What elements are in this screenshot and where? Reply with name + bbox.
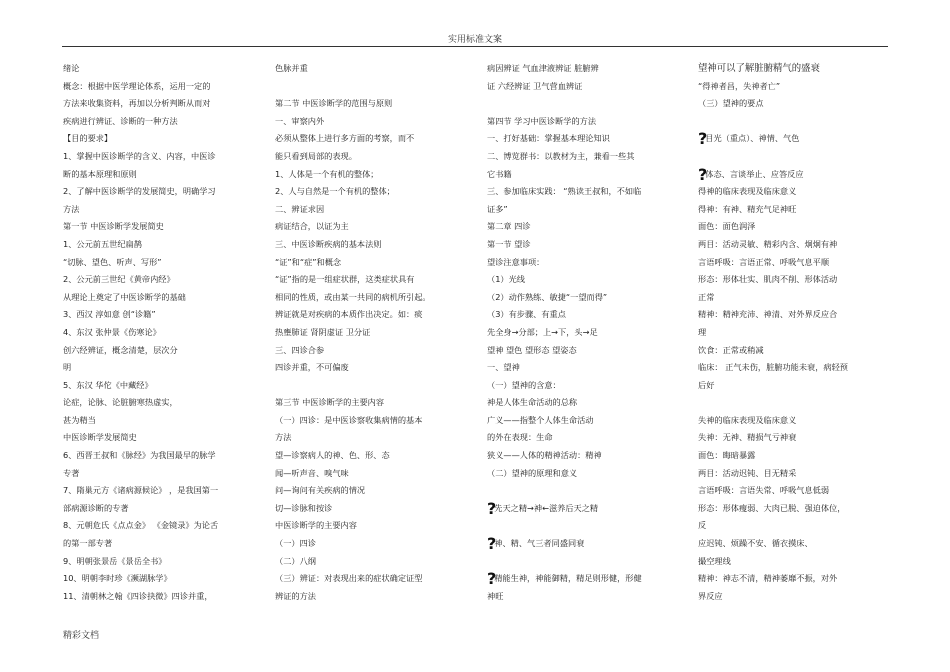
- text-line: [275, 130, 465, 148]
- line-text: 广义——指整个人体生命活动: [487, 414, 594, 425]
- text-line: [698, 78, 888, 96]
- text-line: [63, 166, 253, 184]
- line-text: “得神者昌，失神者亡”: [698, 80, 781, 91]
- line-text: 闻—听声音、嗅气味: [275, 467, 349, 478]
- text-line: [63, 447, 253, 465]
- text-line: [487, 166, 682, 184]
- line-text: “切脉、望色、听声、写形”: [63, 256, 162, 267]
- column-2: [275, 60, 465, 605]
- line-text: 后好: [698, 379, 715, 390]
- line-text: “证”和“症”和概念: [275, 256, 342, 267]
- line-text: 2、公元前三世纪《黄帝内经》: [63, 274, 175, 285]
- text-line: [698, 465, 888, 483]
- text-line: [63, 271, 253, 289]
- text-line: [698, 306, 888, 324]
- line-text: 第一节 望诊: [487, 238, 531, 249]
- line-text: 一、审察内外: [275, 115, 325, 126]
- line-text: 望诊注意事项：: [487, 256, 545, 267]
- line-text: 部病源诊断的专著: [63, 502, 129, 513]
- column-3: [487, 60, 682, 605]
- text-line: [487, 271, 682, 289]
- text-line: [698, 60, 888, 78]
- text-line: [275, 535, 465, 553]
- line-text: 病因辨证 气血津液辨证 脏腑辨: [487, 63, 599, 73]
- text-line: [275, 359, 465, 377]
- text-line: [63, 570, 253, 588]
- text-line: [275, 447, 465, 465]
- line-text: 8、元朝危氏《点点金》 《金镜录》为论舌: [63, 520, 219, 531]
- text-line: [275, 465, 465, 483]
- line-text: 体态、言谈举止、应答反应: [705, 168, 804, 179]
- line-text: 疾病进行辨证、诊断的一种方法: [63, 115, 178, 126]
- line-text: 第二章 四诊: [487, 221, 531, 232]
- line-text: 三、四诊合参: [275, 344, 325, 355]
- line-text: 得神的临床表现及临床意义: [698, 186, 797, 197]
- line-text: 第一节 中医诊断学发展简史: [63, 221, 164, 232]
- line-text: 专著: [63, 467, 80, 478]
- text-line: [698, 412, 888, 430]
- text-line: [63, 342, 253, 360]
- text-line: [63, 359, 253, 377]
- line-text: 甚为精当: [63, 414, 96, 425]
- line-text: 必须从整体上进行多方面的考察，而不: [275, 133, 415, 144]
- text-line: [487, 236, 682, 254]
- text-line: [275, 394, 465, 412]
- text-line: [487, 95, 682, 113]
- missing-glyph-icon: ?: [487, 569, 497, 589]
- line-text: （二）望神的原理和意义: [487, 467, 578, 478]
- line-text: 方法来收集资料，再加以分析判断从而对: [63, 98, 211, 109]
- line-text: （三）望神的要点: [698, 98, 764, 109]
- text-line: [63, 306, 253, 324]
- line-text: 证多”: [487, 203, 508, 214]
- text-line: [63, 201, 253, 219]
- text-line: [275, 324, 465, 342]
- line-text: 绪论: [63, 63, 80, 73]
- text-line: [63, 289, 253, 307]
- line-text: （1）光线: [487, 274, 525, 285]
- text-line: [275, 588, 465, 606]
- text-line: [487, 359, 682, 377]
- line-text: 问—询问有关疾病的情况: [275, 485, 366, 496]
- text-line: [698, 535, 888, 553]
- text-line: [698, 324, 888, 342]
- text-line: [63, 113, 253, 131]
- page-header: 实用标准文案: [447, 35, 502, 45]
- text-line: [487, 447, 682, 465]
- line-text: 狭义——人体的精神活动：精神: [487, 450, 602, 461]
- text-line: [487, 412, 682, 430]
- text-line: [275, 271, 465, 289]
- line-text: 应迟钝、烦躁不安、循衣摸床、: [698, 538, 813, 549]
- line-text: 色脉并重: [275, 63, 308, 73]
- line-text: 第三节 中医诊断学的主要内容: [275, 397, 385, 408]
- line-text: （一）四诊: [275, 538, 316, 549]
- line-text: 面色：面色润泽: [698, 221, 756, 232]
- line-text: 辨证的方法: [275, 590, 316, 601]
- line-text: 的外在表现：生命: [487, 432, 553, 443]
- text-line: [275, 236, 465, 254]
- line-text: 2、了解中医诊断学的发展简史，明确学习: [63, 186, 216, 197]
- line-text: 二、博览群书：以教材为主，兼看一些其: [487, 150, 635, 161]
- text-line: [275, 342, 465, 360]
- text-line: [698, 201, 888, 219]
- line-text: 神、精、气三者同盛同衰: [494, 538, 585, 549]
- line-text: （三）辨证：对表现出来的症状确定证型: [275, 573, 423, 584]
- text-line: [275, 95, 465, 113]
- text-line: [698, 183, 888, 201]
- text-line: [487, 78, 682, 96]
- text-line: [275, 60, 465, 78]
- line-text: 4、东汉 张仲景《伤寒论》: [63, 326, 161, 337]
- text-line: [275, 570, 465, 588]
- missing-glyph-icon: ?: [698, 129, 708, 149]
- line-text: “证”指的是一组症状群，这类症状具有: [275, 274, 415, 285]
- text-line: [487, 201, 682, 219]
- text-line: [275, 148, 465, 166]
- text-line: [487, 429, 682, 447]
- text-line: [698, 113, 888, 131]
- text-line: [698, 218, 888, 236]
- text-line: [275, 553, 465, 571]
- text-line: [698, 588, 888, 606]
- text-line: [487, 342, 682, 360]
- text-line: [63, 324, 253, 342]
- text-line: [275, 412, 465, 430]
- line-text: 形态：形体壮实、肌肉不削、形体活动: [698, 274, 838, 285]
- line-text: 言语呼吸：言语正常、呼吸气息平顺: [698, 256, 830, 267]
- text-line: [275, 183, 465, 201]
- text-line: [63, 553, 253, 571]
- text-line: [698, 570, 888, 588]
- text-line: [63, 183, 253, 201]
- line-text: 3、西汉 淳如意 创“诊籍”: [63, 309, 156, 320]
- text-line: [275, 517, 465, 535]
- text-line: [63, 588, 253, 606]
- line-text: 精能生神，神能御精，精足则形健，形健: [494, 573, 642, 584]
- line-text: 第四节 学习中医诊断学的方法: [487, 115, 597, 126]
- line-text: 望神 望色 望形态 望姿态: [487, 344, 577, 355]
- text-line: [487, 500, 682, 518]
- line-text: 中医诊断学发展简史: [63, 432, 137, 443]
- text-line: [275, 254, 465, 272]
- text-line: [698, 500, 888, 518]
- line-text: 精神：精神充沛、神清、对外界反应合: [698, 309, 838, 320]
- line-text: 神是人体生命活动的总称: [487, 397, 578, 408]
- line-text: 饮食：正常或稍减: [698, 344, 764, 355]
- missing-glyph-icon: ?: [487, 498, 497, 518]
- line-text: 9、明朝张景岳《景岳全书》: [63, 555, 167, 566]
- line-text: 三、中医诊断疾病的基本法则: [275, 238, 382, 249]
- line-text: 切—诊脉和按诊: [275, 502, 333, 513]
- line-text: 望—诊察病人的神、色、形、态: [275, 450, 390, 461]
- text-line: [275, 218, 465, 236]
- line-text: 第二节 中医诊断学的范围与原则: [275, 98, 393, 109]
- text-line: [275, 166, 465, 184]
- text-line: [698, 359, 888, 377]
- text-line: [698, 553, 888, 571]
- line-text: 明: [63, 362, 72, 373]
- line-text: 证 六经辨证 卫气营血辨证: [487, 80, 583, 91]
- text-line: [63, 394, 253, 412]
- text-line: [487, 377, 682, 395]
- text-line: [487, 517, 682, 535]
- text-line: [487, 535, 682, 553]
- line-text: 一、望神: [487, 362, 520, 373]
- line-text: 的第一部专著: [63, 538, 113, 549]
- text-line: [698, 95, 888, 113]
- line-text: 11、清朝林之翰《四诊抉微》四诊并重，: [63, 590, 213, 601]
- text-line: [63, 412, 253, 430]
- text-line: [275, 201, 465, 219]
- text-line: [63, 148, 253, 166]
- text-line: [487, 183, 682, 201]
- text-line: [698, 289, 888, 307]
- line-text: 临床： 正气未伤，脏腑功能未衰，病轻预: [698, 362, 848, 373]
- line-text: 四诊并重，不可偏废: [275, 362, 349, 373]
- text-line: [698, 377, 888, 395]
- header-rule: [62, 46, 888, 47]
- line-text: （一）四诊：是中医诊察收集病情的基本: [275, 414, 423, 425]
- line-text: 两目：活动灵敏、精彩内含、炯炯有神: [698, 238, 838, 249]
- text-line: [487, 218, 682, 236]
- line-text: 正常: [698, 291, 715, 302]
- line-text: 7、隋巢元方《诸病源候论》 ，是我国第一: [63, 485, 219, 496]
- line-text: 理: [698, 326, 707, 337]
- line-text: 【目的要求】: [63, 133, 113, 144]
- text-line: [63, 517, 253, 535]
- page-footer: 精彩文档: [63, 631, 100, 641]
- text-line: [698, 271, 888, 289]
- line-text: 失神的临床表现及临床意义: [698, 414, 797, 425]
- line-text: 概念：根据中医学理论体系，运用一定的: [63, 80, 211, 91]
- text-line: [487, 482, 682, 500]
- text-line: [275, 429, 465, 447]
- line-text: 三、参加临床实践： “熟读王叔和，不如临: [487, 186, 642, 197]
- text-line: [63, 78, 253, 96]
- text-line: [63, 482, 253, 500]
- text-line: [275, 500, 465, 518]
- text-line: [63, 500, 253, 518]
- line-text: 2、人与自然是一个有机的整体；: [275, 186, 395, 197]
- text-line: [487, 324, 682, 342]
- line-text: 创六经辨证，概念清楚，层次分: [63, 344, 178, 355]
- text-line: [63, 218, 253, 236]
- line-text: 撮空理线: [698, 555, 731, 566]
- text-line: [275, 377, 465, 395]
- column-1: [63, 60, 253, 605]
- text-line: [275, 306, 465, 324]
- line-text: 望神可以了解脏腑精气的盛衰: [698, 63, 820, 74]
- line-text: 从理论上奠定了中医诊断学的基础: [63, 291, 186, 302]
- text-line: [63, 130, 253, 148]
- line-text: 先天之精→神←滋养后天之精: [494, 502, 599, 513]
- line-text: 热壅肺证 肾阴虚证 卫分证: [275, 326, 371, 337]
- line-text: 方法: [275, 432, 292, 443]
- line-text: 断的基本原理和原则: [63, 168, 137, 179]
- text-line: [487, 60, 682, 78]
- line-text: 失神：无神、精损气亏神衰: [698, 432, 797, 443]
- text-line: [275, 289, 465, 307]
- line-text: 形态：形体瘦弱、大肉已脱、强迫体位，: [698, 502, 846, 513]
- text-line: [63, 236, 253, 254]
- line-text: （一）望神的含意：: [487, 379, 561, 390]
- line-text: 6、西晋王叔和《脉经》为我国最早的脉学: [63, 450, 216, 461]
- text-line: [698, 482, 888, 500]
- text-line: [63, 95, 253, 113]
- text-line: [275, 482, 465, 500]
- line-text: 方法: [63, 203, 80, 214]
- line-text: 二、辨证求因: [275, 203, 325, 214]
- text-line: [487, 254, 682, 272]
- line-text: 精神：神志不清，精神萎靡不振，对外: [698, 573, 838, 584]
- column-4: [698, 60, 888, 605]
- text-line: [63, 535, 253, 553]
- text-line: [698, 429, 888, 447]
- line-text: 病证结合，以证为主: [275, 221, 349, 232]
- text-line: [487, 148, 682, 166]
- text-line: [63, 60, 253, 78]
- text-line: [698, 254, 888, 272]
- text-line: [275, 113, 465, 131]
- text-line: [487, 113, 682, 131]
- line-text: 能只看到局部的表现。: [275, 150, 357, 161]
- text-line: [487, 570, 682, 588]
- text-line: [698, 148, 888, 166]
- text-line: [698, 130, 888, 148]
- text-line: [63, 377, 253, 395]
- line-text: 辨证就是对疾病的本质作出决定。如：痰: [275, 309, 423, 320]
- text-line: [487, 465, 682, 483]
- line-text: 面色：晦暗暴露: [698, 450, 756, 461]
- text-line: [698, 517, 888, 535]
- text-line: [698, 236, 888, 254]
- line-text: 1、掌握中医诊断学的含义、内容，中医诊: [63, 150, 216, 161]
- text-line: [487, 289, 682, 307]
- text-line: [487, 394, 682, 412]
- line-text: 1、人体是一个有机的整体；: [275, 168, 379, 179]
- line-text: 论症，论脉、论脏腑寒热虚实，: [63, 397, 178, 408]
- text-line: [63, 429, 253, 447]
- line-text: 一、打好基础：掌握基本理论知识: [487, 133, 610, 144]
- text-line: [698, 394, 888, 412]
- line-text: 得神：有神、精充气足神旺: [698, 203, 797, 214]
- line-text: （2）动作熟练、敏捷“一望而得”: [487, 291, 608, 302]
- line-text: （二）八纲: [275, 555, 316, 566]
- line-text: 两目：活动迟钝、目无精采: [698, 467, 797, 478]
- line-text: 言语呼吸：言语失常、呼吸气息低弱: [698, 485, 830, 496]
- line-text: 中医诊断学的主要内容: [275, 520, 357, 531]
- line-text: 神旺: [487, 590, 504, 601]
- text-line: [698, 342, 888, 360]
- text-line: [63, 254, 253, 272]
- text-line: [698, 166, 888, 184]
- line-text: 相同的性质，或由某一共同的病机所引起。: [275, 291, 431, 302]
- line-text: 10、明朝李时珍《濒湖脉学》: [63, 573, 172, 584]
- text-line: [487, 588, 682, 606]
- missing-glyph-icon: ?: [487, 534, 497, 554]
- line-text: 目光（重点）、神情、气色: [705, 133, 800, 144]
- line-text: 5、东汉 华佗《中藏经》: [63, 379, 153, 390]
- text-line: [487, 130, 682, 148]
- line-text: 先全身→分部；上→下，头→足: [487, 326, 598, 337]
- text-line: [63, 465, 253, 483]
- text-line: [275, 78, 465, 96]
- line-text: （3）有步骤、有重点: [487, 309, 566, 320]
- line-text: 界反应: [698, 590, 723, 601]
- line-text: 它书籍: [487, 168, 512, 179]
- text-line: [698, 447, 888, 465]
- line-text: 1、公元前五世纪扁鹊: [63, 238, 142, 249]
- line-text: 反: [698, 520, 707, 531]
- text-line: [487, 553, 682, 571]
- text-line: [487, 306, 682, 324]
- missing-glyph-icon: ?: [698, 164, 708, 184]
